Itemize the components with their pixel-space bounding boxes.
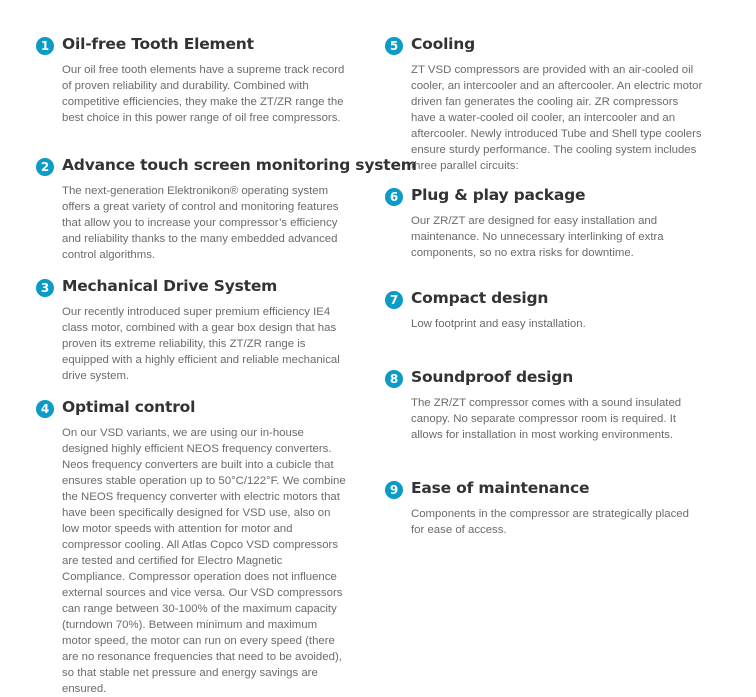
feature-title: Soundproof design xyxy=(411,368,574,386)
feature-description: Our recently introduced super premium efficiency IE4 class motor, combined with a gear box design that has proven its extreme reliability, this ZT/ZR range is equipped with a highly efficient and reliable mechanical drive system. xyxy=(62,306,340,382)
feature-description: On our VSD variants, we are using our in-house designed highly efficient NEOS frequency converters. Neos frequency converters are built into a cubicle that ensures stable operation up to 50°C/122°F. We combine the NEOS frequency converter with electric motors that have been specifically designed for VSD use, also on low motor speeds with attention for motor and compressor cooling. All Atlas Copco VSD compressors are tested and certified for Electro Magnetic Compliance. Compressor operation does not influence external sources and vice versa. Our VSD compressors can range between 30-100% of the maximum capacity (turndown 70%). Between minimum and maximum motor speed, the motor can run on every speed (there are no resonance frequencies that need to be avoided), so that stable net pressure and energy savings are ensured. xyxy=(62,427,346,695)
feature-plug-and-play xyxy=(385,187,705,261)
feature-description: Our ZR/ZT are designed for easy installation and maintenance. No unnecessary interlinking of extra components, so no extra risks for downtime. xyxy=(411,215,664,259)
number-badge-icon: 9 xyxy=(385,481,403,499)
feature-title: Plug & play package xyxy=(411,186,586,204)
feature-title: Cooling xyxy=(411,35,476,53)
feature-title: Oil-free Tooth Element xyxy=(62,35,254,53)
feature-ease-of-maintenance xyxy=(385,480,705,538)
feature-cooling xyxy=(385,36,705,174)
feature-title: Mechanical Drive System xyxy=(62,277,278,295)
feature-optimal-control xyxy=(36,399,348,697)
feature-description: The next-generation Elektronikon® operating system offers a great variety of control and monitoring features that allow you to increase your compressor’s efficiency and reliability thanks to the many embedded advanced control algorithms. xyxy=(62,185,339,261)
feature-oil-free-tooth-element xyxy=(36,36,348,126)
number-badge-icon: 6 xyxy=(385,188,403,206)
number-badge-icon: 4 xyxy=(36,400,54,418)
feature-soundproof-design xyxy=(385,369,705,443)
feature-title: Advance touch screen monitoring system xyxy=(62,156,417,174)
number-badge-icon: 3 xyxy=(36,279,54,297)
feature-description: The ZR/ZT compressor comes with a sound insulated canopy. No separate compressor room is required. It allows for installation in most working environments. xyxy=(411,397,682,441)
feature-description: Components in the compressor are strategically placed for ease of access. xyxy=(411,508,689,536)
feature-mechanical-drive-system xyxy=(36,278,348,384)
feature-description: ZT VSD compressors are provided with an air-cooled oil cooler, an intercooler and an aftercooler. An electric motor driven fan generates the cooling air. ZR compressors have a water-cooled oil cooler, an intercooler and an aftercooler. Newly introduced Tube and Shell type coolers ensure sturdy performance. The cooling system includes three parallel circuits: xyxy=(411,64,703,172)
feature-title: Ease of maintenance xyxy=(411,479,590,497)
number-badge-icon: 5 xyxy=(385,37,403,55)
feature-description: Low footprint and easy installation. xyxy=(411,318,586,330)
number-badge-icon: 1 xyxy=(36,37,54,55)
feature-title: Compact design xyxy=(411,289,549,307)
number-badge-icon: 8 xyxy=(385,370,403,388)
feature-touch-screen-monitoring xyxy=(36,156,417,263)
feature-title: Optimal control xyxy=(62,398,196,416)
feature-description: Our oil free tooth elements have a supreme track record of proven reliability and durability. Combined with competitive efficiencies, they make the ZT/ZR range the best choice in this power range of oil free compressors. xyxy=(62,64,345,124)
number-badge-icon: 7 xyxy=(385,291,403,309)
feature-compact-design xyxy=(385,290,705,332)
number-badge-icon: 2 xyxy=(36,158,54,176)
